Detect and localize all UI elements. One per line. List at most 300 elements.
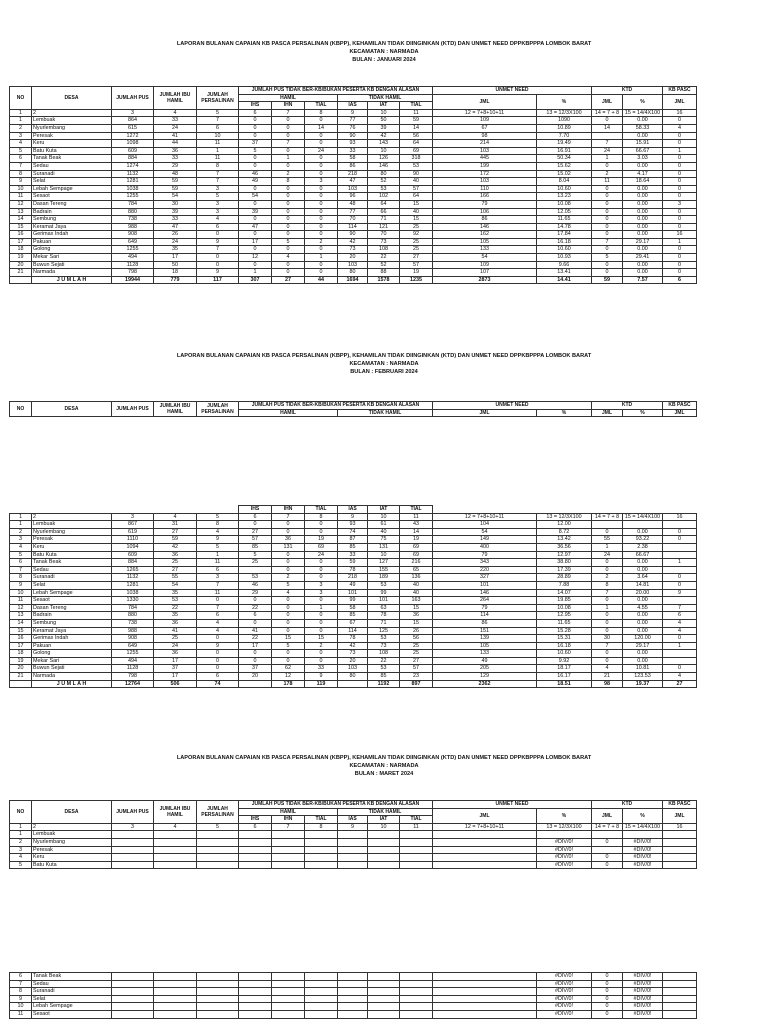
table-cell: 123.53 (623, 673, 663, 681)
table-cell: 7.57 (623, 276, 663, 284)
table-cell (663, 650, 697, 658)
table-cell: 0 (305, 231, 338, 239)
table-cell: 14 = 7 + 8 (592, 823, 623, 831)
table-cell: 54 (433, 254, 537, 262)
table-cell: Batu Kuta (32, 551, 112, 559)
hdr-unmet-need: UNMET NEED (433, 801, 592, 809)
table-cell: 1 (10, 831, 32, 839)
table-cell: 0 (272, 559, 305, 567)
table-cell (112, 838, 154, 846)
hdr-desa: DESA (32, 801, 112, 824)
table-cell: 12 (10, 200, 32, 208)
table-cell: 884 (112, 559, 154, 567)
table-row (10, 231, 697, 239)
table-cell (433, 838, 537, 846)
table-cell: 13.41 (537, 269, 592, 277)
table-cell: 7 (197, 604, 239, 612)
table-cell: 0.00 (623, 627, 663, 635)
table-row (10, 597, 697, 605)
table-cell: 15.31 (537, 635, 592, 643)
table-cell: 0 (592, 1010, 623, 1018)
table-cell: 7 (592, 238, 623, 246)
table-cell: 53 (400, 162, 433, 170)
table-cell: 0 (592, 559, 623, 567)
table-cell: 199 (433, 162, 537, 170)
table-cell: 12.95 (537, 612, 592, 620)
table-cell (305, 980, 338, 988)
table-cell: Batu Kuta (32, 861, 112, 869)
table-cell: 4 (10, 543, 32, 551)
report-title-feb: LAPORAN BULANAN CAPAIAN KB PASCA PERSALINAN (KBPP), KEHAMILAN TIDAK DIINGINKAN (KTD) DAN UNMET NEED DPPKBPPPA LOMBOK BARAT (176, 353, 592, 359)
table-cell: 36.56 (537, 543, 592, 551)
table-cell: 15 (272, 635, 305, 643)
table-cell (272, 861, 305, 869)
table-cell: 1255 (112, 246, 154, 254)
table-cell: #DIV/0! (537, 861, 592, 869)
table-row (10, 861, 697, 869)
table-cell: 172 (433, 170, 537, 178)
hdr-ibu-hamil: JUMLAH IBU HAMIL (154, 801, 197, 824)
table-cell: 0 (239, 619, 272, 627)
table-cell: 0 (592, 216, 623, 224)
table-cell: 25 (400, 223, 433, 231)
table-cell: 0.00 (623, 612, 663, 620)
table-cell: 103 (338, 665, 368, 673)
table-cell: 17 (239, 238, 272, 246)
table-cell: 988 (112, 223, 154, 231)
table-cell: 9 (338, 823, 368, 831)
table-cell: 10.08 (537, 604, 592, 612)
table-cell (338, 680, 368, 688)
table-cell: 6 (10, 559, 32, 567)
table-row (10, 566, 697, 574)
table-februari (9, 505, 697, 688)
table-row (10, 155, 697, 163)
table-row (10, 673, 697, 681)
table-cell (154, 831, 197, 839)
table-cell: 779 (154, 276, 197, 284)
table-cell (112, 831, 154, 839)
table-cell: 12 = 7+8+10+11 (433, 823, 537, 831)
table-cell: 0 (663, 261, 697, 269)
table-cell: 10 (10, 589, 32, 597)
table-cell (197, 1010, 239, 1018)
table-cell: 0 (592, 246, 623, 254)
hdr-kb-pasc: KB PASC (663, 801, 697, 809)
table-cell: 9 (197, 642, 239, 650)
table-cell: 0 (663, 170, 697, 178)
table-row (10, 973, 697, 981)
table-cell: 53 (368, 665, 400, 673)
table-cell: Golong (32, 650, 112, 658)
kecamatan-jan: KECAMATAN : NARMADA (349, 49, 419, 55)
table-row (10, 604, 697, 612)
table-cell: 58.33 (623, 124, 663, 132)
table-cell (197, 980, 239, 988)
table-cell: 57 (400, 185, 433, 193)
table-row (10, 528, 697, 536)
table-cell: 0.00 (623, 597, 663, 605)
table-cell: 0 (272, 604, 305, 612)
table-cell: 1 (272, 155, 305, 163)
table-cell: 136 (400, 574, 433, 582)
table-cell: 19.49 (537, 140, 592, 148)
table-row (10, 543, 697, 551)
table-cell: 0 (272, 521, 305, 529)
table-cell (197, 995, 239, 1003)
table-cell: 784 (112, 604, 154, 612)
table-cell: 36 (272, 536, 305, 544)
table-cell: 1235 (400, 276, 433, 284)
table-cell: 133 (433, 246, 537, 254)
hdr-jml: JML (433, 808, 537, 823)
table-cell: 47 (239, 223, 272, 231)
table-cell: 0 (272, 124, 305, 132)
table-row (10, 109, 697, 117)
table-row (10, 995, 697, 1003)
table-cell: Suranadi (32, 170, 112, 178)
table-cell: Sedau (32, 162, 112, 170)
table-cell (433, 973, 537, 981)
table-cell: 0.00 (623, 208, 663, 216)
table-cell (112, 1003, 154, 1011)
table-cell: 1 (592, 604, 623, 612)
table-cell: Gerimax Indah (32, 231, 112, 239)
table-cell (239, 988, 272, 996)
table-cell: 77 (338, 117, 368, 125)
table-cell: #DIV/0! (537, 980, 592, 988)
table-cell: 189 (368, 574, 400, 582)
hdr-tidak-hamil: TIDAK HAMIL (338, 409, 433, 417)
table-cell: 99 (338, 597, 368, 605)
table-cell: 3 (197, 185, 239, 193)
table-cell (368, 831, 400, 839)
table-cell: 73 (368, 238, 400, 246)
table-cell: Batu Kuta (32, 147, 112, 155)
table-cell: #DIV/0! (623, 1010, 663, 1018)
report-title-mar: LAPORAN BULANAN CAPAIAN KB PASCA PERSALINAN (KBPP), KEHAMILAN TIDAK DIINGINKAN (KTD) DAN UNMET NEED DPPKBPPPA LOMBOK BARAT (176, 755, 592, 761)
table-cell: 20.00 (623, 589, 663, 597)
table-cell: 40 (400, 581, 433, 589)
table-cell: 7 (592, 140, 623, 148)
table-cell (368, 846, 400, 854)
table-cell (197, 988, 239, 996)
table-cell: 24 (154, 238, 197, 246)
hdr-ktd-pct: % (623, 409, 663, 417)
table-cell: 52 (368, 261, 400, 269)
table-cell: 29 (239, 589, 272, 597)
table-cell: 0 (305, 170, 338, 178)
table-cell: 64 (400, 140, 433, 148)
table-row (10, 162, 697, 170)
table-cell: 0.00 (623, 528, 663, 536)
table-cell: 15.91 (623, 140, 663, 148)
table-cell: 17 (154, 673, 197, 681)
table-cell (400, 1003, 433, 1011)
bulan-feb: BULAN : FEBRUARI 2024 (350, 369, 418, 375)
table-cell: 40 (400, 178, 433, 186)
table-cell (272, 988, 305, 996)
table-cell: 33 (338, 147, 368, 155)
table-cell: Buwun Sejati (32, 261, 112, 269)
table-cell: 13.42 (537, 536, 592, 544)
table-cell (338, 854, 368, 862)
table-cell: 0 (592, 995, 623, 1003)
table-cell: 1132 (112, 574, 154, 582)
header-rows (10, 801, 697, 824)
table-cell: Keru (32, 140, 112, 148)
table-cell: 85 (368, 673, 400, 681)
table-cell (272, 831, 305, 839)
table-cell: Lebah Sempage (32, 185, 112, 193)
table-cell: 15 (400, 200, 433, 208)
table-cell: 48 (338, 200, 368, 208)
hdr-ihs: IHS (239, 102, 272, 110)
table-row (10, 551, 697, 559)
table-cell: 10 (368, 513, 400, 521)
table-cell (663, 657, 697, 665)
table-cell: 24 (592, 551, 623, 559)
table-cell: 86 (338, 162, 368, 170)
table-cell: 1 (592, 155, 623, 163)
table-cell: 10.81 (623, 665, 663, 673)
table-cell: 12.97 (537, 551, 592, 559)
table-cell: Sembung (32, 619, 112, 627)
table-cell: Buwun Sejati (32, 665, 112, 673)
table-cell: 24 (592, 147, 623, 155)
table-cell: 35 (154, 246, 197, 254)
table-cell: 109 (433, 261, 537, 269)
table-cell: 0 (239, 216, 272, 224)
table-cell (663, 831, 697, 839)
table-cell: 2 (272, 170, 305, 178)
table-cell: 163 (400, 597, 433, 605)
table-cell: 47 (338, 178, 368, 186)
table-cell (338, 846, 368, 854)
table-cell: 3 (112, 109, 154, 117)
table-cell: 4 (154, 823, 197, 831)
table-cell: 59 (154, 185, 197, 193)
table-cell: 8 (197, 162, 239, 170)
table-cell: 23 (400, 673, 433, 681)
table-cell: 0 (239, 261, 272, 269)
table-cell: 0 (272, 597, 305, 605)
hdr-ibu-hamil: JUMLAH IBU HAMIL (154, 402, 197, 417)
table-cell: 46 (239, 170, 272, 178)
table-cell: Tanak Beak (32, 973, 112, 981)
table-cell: 0 (272, 261, 305, 269)
table-cell: 649 (112, 238, 154, 246)
table-cell: 8 (10, 170, 32, 178)
table-cell: 105 (433, 238, 537, 246)
table-cell: Sedau (32, 566, 112, 574)
table-cell: 4 (663, 619, 697, 627)
table-cell: 15.02 (537, 170, 592, 178)
table-cell: 103 (433, 178, 537, 186)
table-cell: 109 (433, 117, 537, 125)
table-cell: 103 (433, 147, 537, 155)
formula-row (10, 513, 697, 521)
table-cell: 0 (197, 231, 239, 239)
table-cell (368, 1010, 400, 1018)
table-cell: 609 (112, 551, 154, 559)
table-cell: 494 (112, 254, 154, 262)
hdr-tial2: TIAL (400, 102, 433, 110)
table-cell (433, 831, 537, 839)
table-cell: 4.55 (623, 604, 663, 612)
table-cell (197, 846, 239, 854)
table-cell: 139 (433, 635, 537, 643)
table-cell (197, 838, 239, 846)
table-cell: 18 (154, 269, 197, 277)
table-cell: 5 (592, 254, 623, 262)
table-cell: 0 (592, 208, 623, 216)
table-cell (239, 1003, 272, 1011)
table-cell: Tanak Beak (32, 155, 112, 163)
table-cell (368, 838, 400, 846)
hdr-pct: % (537, 94, 592, 109)
table-cell: 0 (239, 246, 272, 254)
table-cell: 14.78 (537, 223, 592, 231)
table-cell: 0 (663, 574, 697, 582)
table-cell: 35 (154, 612, 197, 620)
table-cell (154, 973, 197, 981)
table-cell (305, 988, 338, 996)
table-cell: 56 (400, 635, 433, 643)
table-cell: 8 (305, 513, 338, 521)
table-cell: 8 (305, 109, 338, 117)
table-cell: 11 (197, 559, 239, 567)
table-cell: 0.00 (623, 117, 663, 125)
table-cell: 4 (10, 854, 32, 862)
table-row (10, 246, 697, 254)
hdr-desa: DESA (32, 87, 112, 110)
table-cell: 14 (10, 216, 32, 224)
table-cell: 25 (400, 246, 433, 254)
table-cell: 0 (272, 185, 305, 193)
formula-row (10, 109, 697, 117)
table-cell: Sesaot (32, 1010, 112, 1018)
table-cell: 15 (400, 604, 433, 612)
table-cell: 0 (592, 597, 623, 605)
table-cell (433, 861, 537, 869)
table-cell: 4 (197, 627, 239, 635)
table-cell: 4.17 (623, 170, 663, 178)
table-row (10, 140, 697, 148)
table-cell: 50.34 (537, 155, 592, 163)
report-title-jan: LAPORAN BULANAN CAPAIAN KB PASCA PERSALINAN (KBPP), KEHAMILAN TIDAK DIINGINKAN (KTD) DAN UNMET NEED DPPKBPPPA LOMBOK BARAT (176, 41, 592, 47)
table-cell: #DIV/0! (623, 854, 663, 862)
table-cell: 318 (400, 155, 433, 163)
table-cell (239, 973, 272, 981)
table-cell: 131 (368, 543, 400, 551)
table-cell: 53 (154, 597, 197, 605)
table-cell: 15 = 14/4X100 (623, 513, 663, 521)
table-cell: 26 (154, 231, 197, 239)
table-cell: Pakuan (32, 642, 112, 650)
table-cell: 5 (10, 861, 32, 869)
table-cell: 12.00 (537, 521, 592, 529)
table-cell: 10 (197, 132, 239, 140)
table-cell: 5 (239, 551, 272, 559)
table-cell (305, 1010, 338, 1018)
table-row (10, 831, 697, 839)
table-cell: 4 (663, 673, 697, 681)
table-cell: 0 (272, 551, 305, 559)
table-cell (338, 988, 368, 996)
table-cell (368, 980, 400, 988)
hdr-persalinan: JUMLAH PERSALINAN (197, 87, 239, 110)
table-row (10, 627, 697, 635)
table-cell: 220 (433, 566, 537, 574)
table-cell (663, 980, 697, 988)
table-cell: 0 (305, 155, 338, 163)
table-cell: 1098 (112, 140, 154, 148)
table-cell: 3 (197, 208, 239, 216)
table-cell (663, 995, 697, 1003)
table-cell: 0 (305, 185, 338, 193)
table-row (10, 846, 697, 854)
table-cell: 619 (112, 528, 154, 536)
table-cell: 0 (272, 528, 305, 536)
hdr-tial2: TIAL (400, 816, 433, 824)
table-cell (368, 973, 400, 981)
table-cell (400, 838, 433, 846)
table-cell: 218 (338, 170, 368, 178)
table-cell: 15 (400, 619, 433, 627)
table-cell: 31 (154, 521, 197, 529)
table-cell: Keru (32, 543, 112, 551)
table-cell: 1 (197, 147, 239, 155)
table-cell: 1 (10, 521, 32, 529)
table-cell: 67 (338, 619, 368, 627)
table-cell: 6 (197, 566, 239, 574)
table-cell: 90 (338, 132, 368, 140)
table-cell: 27 (154, 566, 197, 574)
table-cell: 39 (239, 208, 272, 216)
table-row (10, 612, 697, 620)
table-cell (239, 680, 272, 688)
table-cell: 56 (400, 132, 433, 140)
table-cell: 4 (663, 627, 697, 635)
table-cell: 0 (305, 528, 338, 536)
table-cell (10, 276, 32, 284)
table-cell: 0.00 (623, 200, 663, 208)
table-cell: 784 (112, 200, 154, 208)
table-cell: 17 (239, 642, 272, 650)
table-cell: 33 (154, 117, 197, 125)
table-cell: 16.18 (537, 238, 592, 246)
table-cell: 78 (338, 566, 368, 574)
table-cell: 12 = 7+8+10+11 (433, 513, 537, 521)
table-cell: 22 (154, 604, 197, 612)
table-cell: 0.00 (623, 566, 663, 574)
total-row (10, 680, 697, 688)
table-cell: 5 (272, 238, 305, 246)
table-cell: 11 (400, 109, 433, 117)
table-cell: 73 (338, 650, 368, 658)
table-cell: 50 (368, 117, 400, 125)
table-cell: 3 (10, 132, 32, 140)
table-cell: 86 (433, 619, 537, 627)
table-cell: 8 (272, 178, 305, 186)
table-cell: 0.00 (623, 559, 663, 567)
table-cell: 0 (663, 155, 697, 163)
table-cell: 0 (305, 223, 338, 231)
table-cell: #DIV/0! (623, 980, 663, 988)
table-cell: 0 (592, 223, 623, 231)
table-cell: 218 (338, 574, 368, 582)
